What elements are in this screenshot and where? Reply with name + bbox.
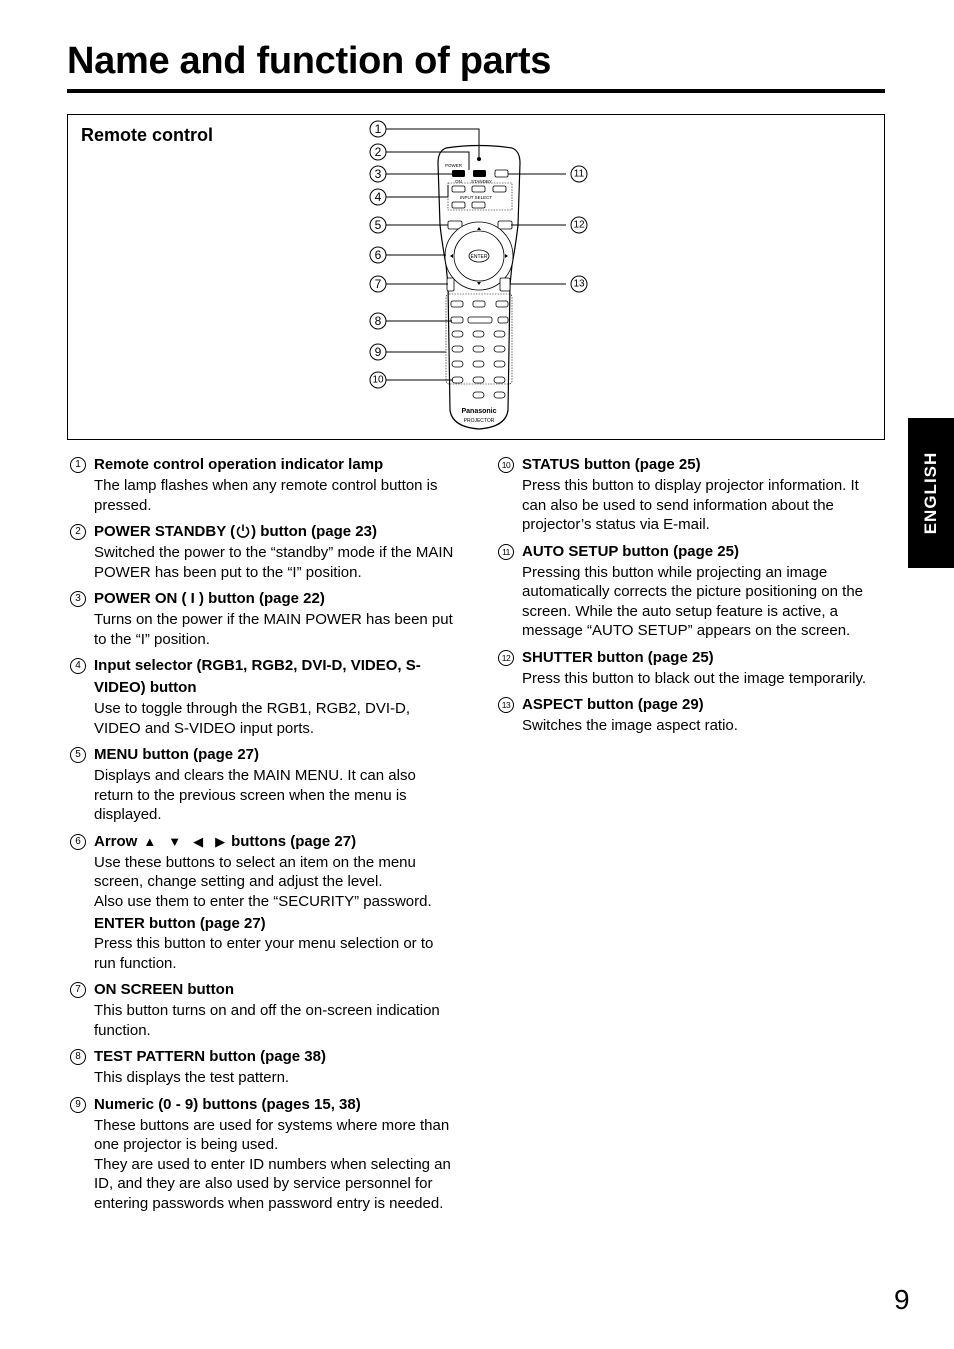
arrow-up-icon: ▲ [143,833,157,849]
callout-13 [571,276,587,292]
remote-rgb2-button [472,186,485,192]
arrow-left-icon: ◀ [193,833,204,849]
remote-test-pattern-button [451,317,463,323]
item-description: Displays and clears the MAIN MENU. It can also return to the previous screen when the menu is displayed. [94,767,416,823]
callout-2 [370,144,386,160]
indicator-lamp [477,157,481,161]
list-item [496,454,886,535]
remote-auto-setup-button [495,170,508,177]
item-number: 5 [70,747,86,763]
item-number: 6 [70,834,86,850]
page-number: 9 [894,1284,910,1315]
callout-12 [571,217,587,233]
callout-6 [370,247,386,263]
arrow-down-icon: ▼ [168,833,182,849]
arrow-right-icon: ▶ [215,833,226,849]
svg-text:13: 13 [573,278,585,290]
language-tab [908,418,954,568]
svg-text:8: 8 [374,314,382,328]
list-item [68,1094,458,1214]
item-description: Pressing this button while projecting an image automatically corrects the picture positioning on the screen. While the auto setup feature is active, a message “AUTO SETUP” appears on the screen. [522,563,864,639]
svg-text:9: 9 [374,345,382,359]
power-standby-icon [235,523,251,539]
list-item [68,521,458,582]
heading-text: POWER STANDBY ( [94,523,236,540]
power-label-text: POWER [445,163,463,168]
parts-list-left [68,454,458,1219]
item-heading: Input selector (RGB1, RGB2, DVI-D, VIDEO, S-VIDEO) button [94,657,421,696]
standby-label-text: STANDBY [471,179,492,184]
svg-text:10: 10 [372,374,384,386]
item-description: Turns on the power if the MAIN POWER has been put to the “I” position. [94,611,453,648]
item-heading: MENU button (page 27) [94,746,259,763]
item-heading: AUTO SETUP button (page 25) [522,542,739,560]
enter-label-text: ENTER [470,254,488,260]
remote-projector-text: PROJECTOR [463,418,495,424]
page-title: Name and function of parts [67,40,552,82]
diagram-label: Remote control [81,125,214,145]
callout-10 [370,372,386,388]
item-number: 8 [70,1049,86,1065]
remote-aspect-button [500,278,510,291]
list-item [68,655,458,738]
svg-text:11: 11 [573,168,585,180]
item-description: Use to toggle through the RGB1, RGB2, DVI-D, VIDEO and S-VIDEO input ports. [94,700,410,737]
item-description: This button turns on and off the on-screen indication function. [94,1002,440,1039]
item-description: These buttons are used for systems where more than one projector is being used. [94,1116,450,1153]
callout-7 [370,276,386,292]
item-heading: SHUTTER button (page 25) [522,648,714,666]
remote-power-on-button [473,170,486,177]
callout-5 [370,217,386,233]
item-heading [94,831,458,853]
item-number: 13 [498,697,514,713]
list-item [68,744,458,825]
item-description-extra: Also use them to enter the “SECURITY” password. [94,892,432,910]
item-description: Press this button to black out the image temporarily. [522,669,867,687]
heading-text: buttons (page 27) [231,832,357,850]
callout-11 [571,166,587,182]
remote-video-button [452,202,465,208]
heading-text: Arrow [94,832,138,850]
on-label-text: ON [455,179,462,184]
remote-dvid-button [493,186,506,192]
svg-text:5: 5 [374,218,382,232]
list-item [68,831,458,974]
svg-text:12: 12 [573,219,585,231]
item-number: 3 [70,591,86,607]
item-description: Switches the image aspect ratio. [522,717,738,734]
title-rule [67,89,885,93]
remote-on-screen-button [447,278,454,291]
item-description-extra: They are used to enter ID numbers when selecting an ID, and they are also used by service personnel for entering passwords when password entry is needed. [94,1155,451,1212]
callout-1 [370,121,386,137]
remote-svideo-button [472,202,485,208]
remote-diagram [67,114,885,440]
item-number: 1 [70,457,86,473]
list-item [496,647,886,689]
list-item [68,588,458,649]
svg-text:1: 1 [374,122,382,136]
item-heading: Remote control operation indicator lamp [94,456,384,473]
item-heading: ON SCREEN button [94,981,234,998]
item-number: 12 [498,650,514,666]
item-heading: TEST PATTERN button (page 38) [94,1048,326,1065]
svg-text:4: 4 [374,190,382,204]
list-item [68,1046,458,1088]
item-description: The lamp flashes when any remote control button is pressed. [94,477,438,514]
item-subdescription: Press this button to enter your menu selection or to run function. [94,935,434,972]
list-item [496,541,886,641]
item-heading: STATUS button (page 25) [522,456,701,473]
remote-status-button [452,377,463,383]
item-heading: POWER ON ( I ) button (page 22) [94,590,325,607]
item-number: 2 [70,524,86,540]
item-description: This displays the test pattern. [94,1069,290,1086]
item-heading [94,521,458,543]
remote-brand-text: Panasonic [461,408,497,415]
svg-text:3: 3 [374,167,382,181]
item-number: 9 [70,1097,86,1113]
item-number: 10 [498,457,514,473]
list-item [68,979,458,1040]
item-heading: Numeric (0 - 9) buttons (pages 15, 38) [94,1095,361,1113]
callout-3 [370,166,386,182]
item-number: 7 [70,982,86,998]
svg-text:2: 2 [374,145,382,159]
language-tab-label: ENGLISH [921,451,940,535]
item-number: 11 [498,544,514,560]
callout-9 [370,344,386,360]
remote-rgb1-button [452,186,465,192]
list-item [496,694,886,736]
item-heading: ASPECT button (page 29) [522,696,704,713]
item-number: 4 [70,658,86,674]
input-select-text: INPUT SELECT [460,195,493,200]
svg-text:7: 7 [374,277,382,291]
callout-4 [370,189,386,205]
item-subheading: ENTER button (page 27) [94,915,266,932]
item-description: Use these buttons to select an item on the menu screen, change setting and adjust the level. [94,853,416,890]
list-item [68,454,458,515]
item-description: Switched the power to the “standby” mode if the MAIN POWER has been put to the “I” position. [94,544,454,581]
item-description: Press this button to display projector information. It can also be used to send information about the projector’s status via E-mail. [522,477,859,533]
remote-shutter-button [498,221,512,229]
remote-illustration [68,115,884,439]
heading-text: ) button (page 23) [251,523,377,540]
parts-list-right [496,454,886,742]
callout-8 [370,313,386,329]
svg-text:6: 6 [374,248,382,262]
